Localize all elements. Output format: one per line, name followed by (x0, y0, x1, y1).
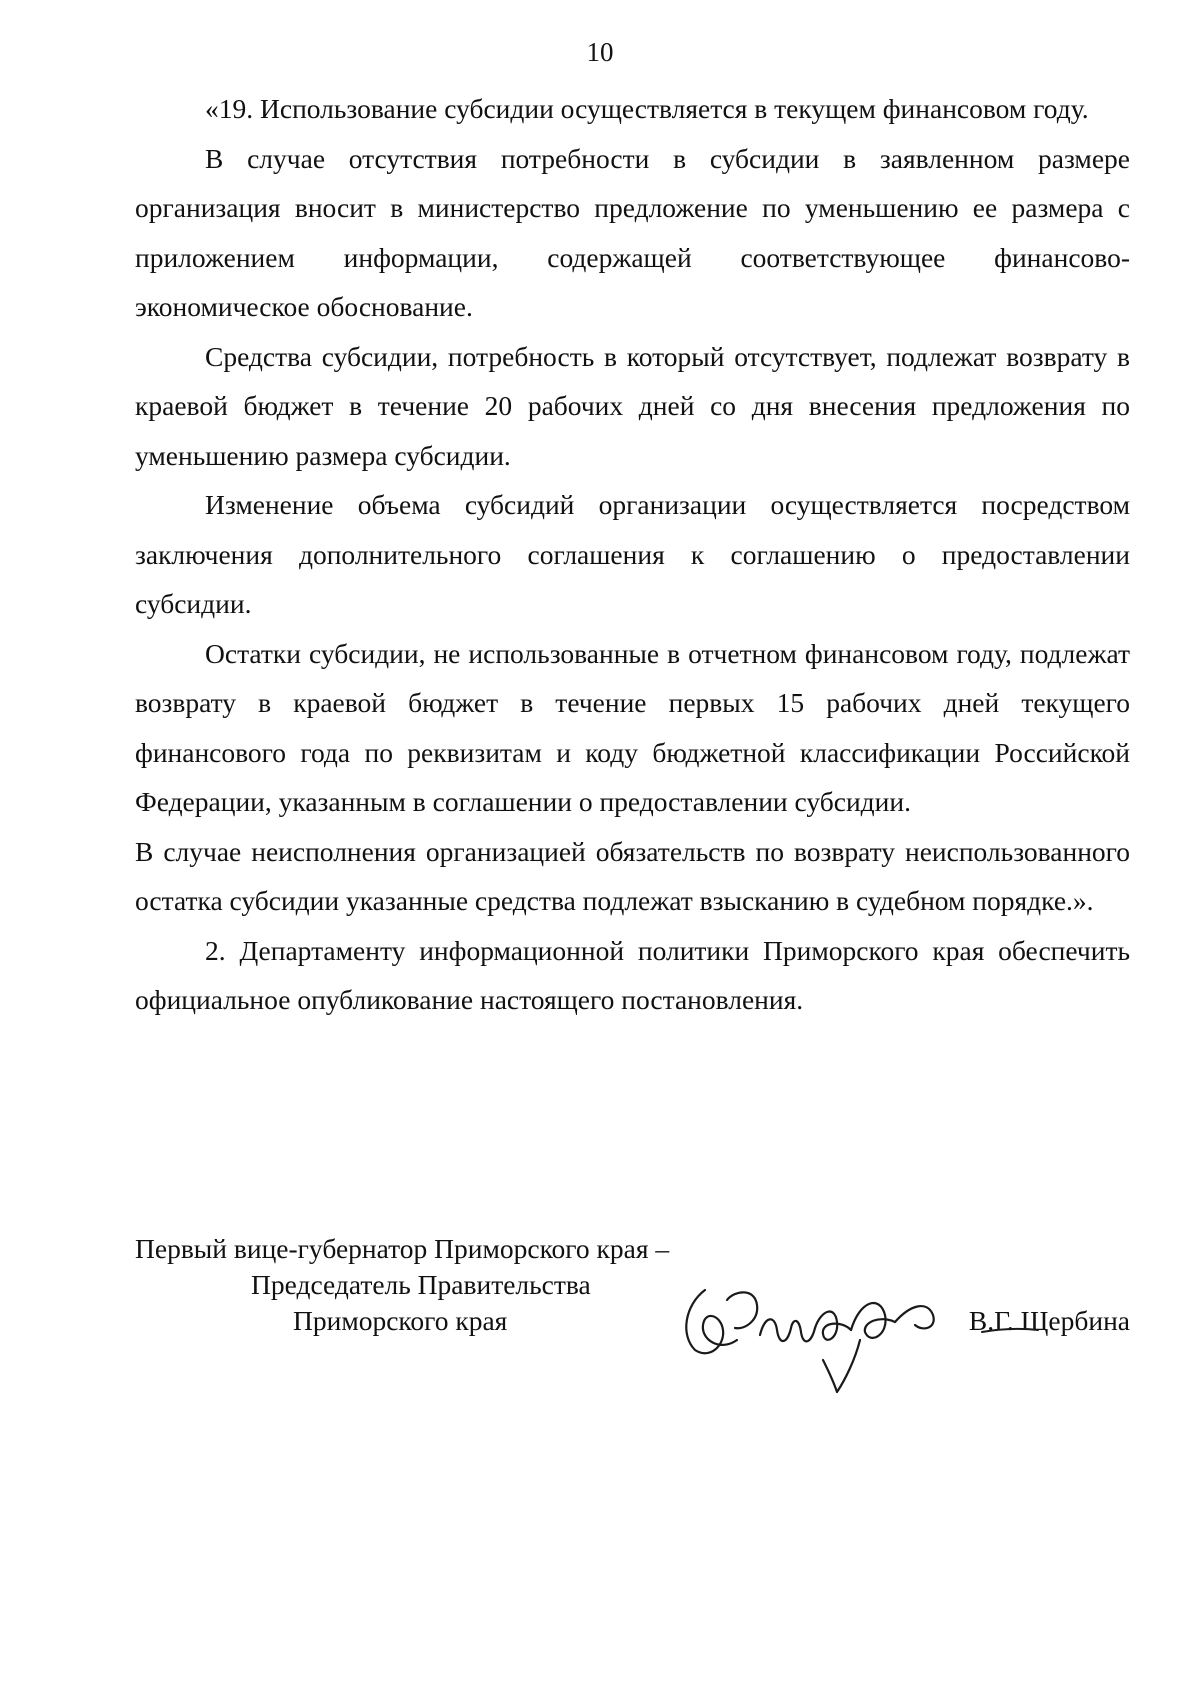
paragraph-no-need: В случае отсутствия потребности в субсидии в заявленном размере организация вносит в министерство предложение по уменьшению ее размера с приложением информации, содержащей соответствующее финансово-экономическое обоснование. (135, 142, 1130, 322)
signature-block (135, 1232, 1130, 1392)
page-number: 10 (586, 37, 614, 67)
signatory-position-line3: Приморского края (293, 1305, 508, 1336)
signatory-position-line2: Председатель Правительства (251, 1269, 591, 1300)
paragraph-clause-19: «19. Использование субсидии осуществляется в текущем финансовом году. (205, 93, 1089, 124)
paragraph-volume-change: Изменение объема субсидий организации осуществляется посредством заключения дополнительного соглашения к соглашению о предоставлении субсидии. (135, 489, 1130, 619)
paragraph-non-fulfillment: В случае неисполнения организацией обязательств по возврату неиспользованного остатка субсидии указанные средства подлежат взысканию в судебном порядке.». (135, 835, 1130, 916)
paragraph-department: 2. Департаменту информационной политики Приморского края обеспечить официальное опубликование настоящего постановления. (135, 934, 1130, 1015)
signatory-position-line1: Первый вице-губернатор Приморского края – (135, 1233, 670, 1264)
signatory-name: В.Г. Щербина (968, 1305, 1130, 1336)
paragraph-remainders: Остатки субсидии, не использованные в отчетном финансовом году, подлежат возврату в краевой бюджет в течение первых 15 рабочих дней текущего финансового года по реквизитам и коду бюджетной классификации Российской Федерации, указанным в соглашении о предоставлении субсидии. (135, 637, 1130, 817)
paragraph-return-funds: Средства субсидии, потребность в который отсутствует, подлежат возврату в краевой бюджет в течение 20 рабочих дней со дня внесения предложения по уменьшению размера субсидии. (135, 340, 1130, 471)
document-body (135, 84, 1130, 1025)
strike-mark-icon (980, 1320, 1040, 1340)
